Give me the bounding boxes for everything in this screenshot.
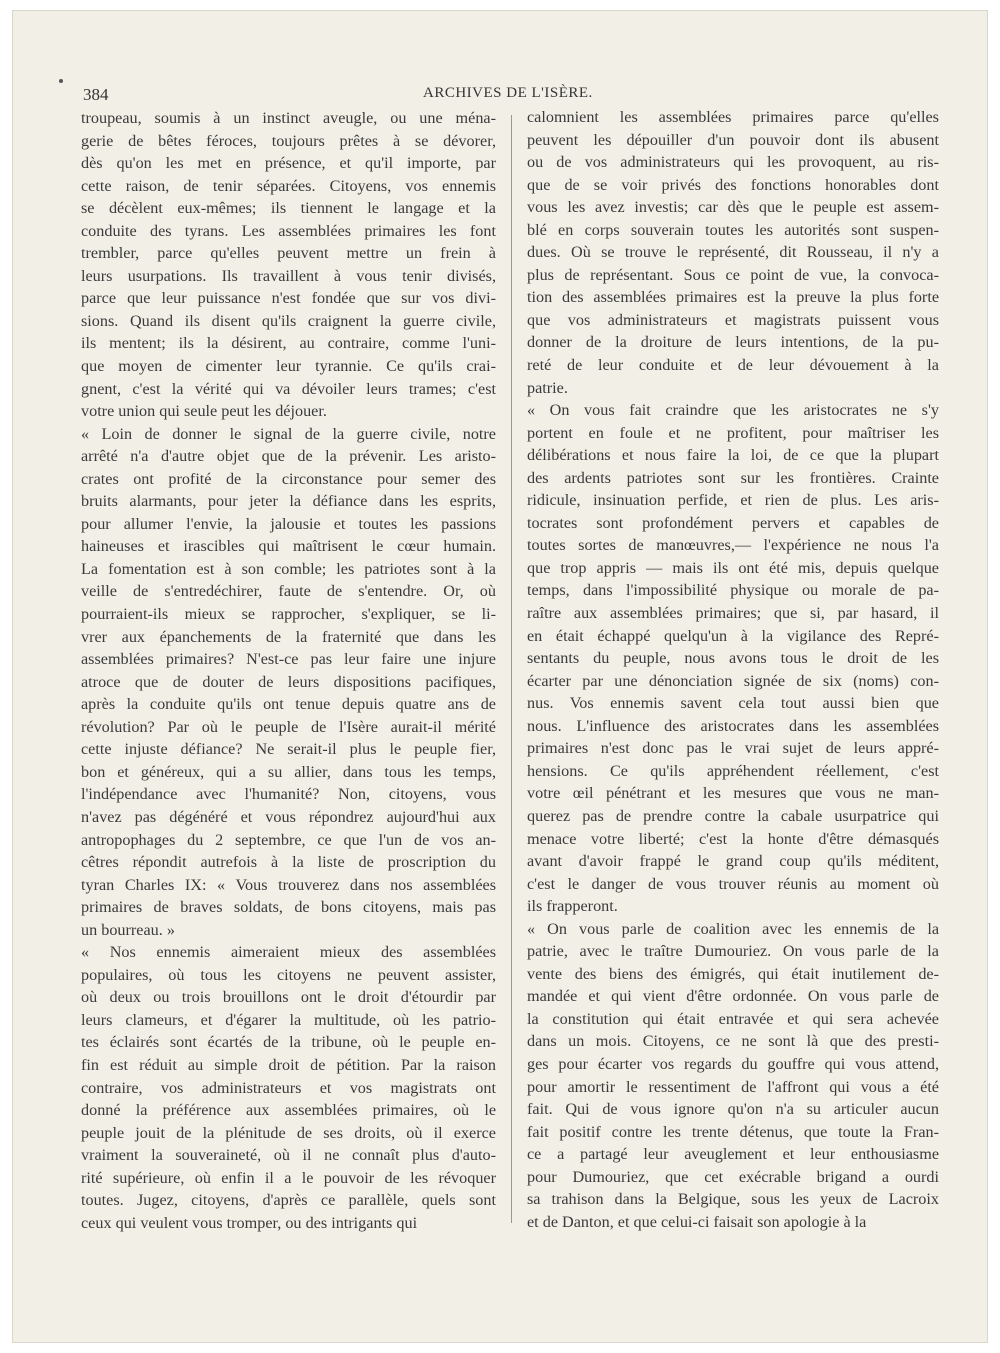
text-line: La fomentation est à son comble; les patriotes sont à la <box>81 559 496 578</box>
text-line: plus de représentant. Sous ce point de vue, la convoca- <box>527 265 939 284</box>
text-line: portent en foule et ne profitent, pour maîtriser les <box>527 423 939 442</box>
text-line: « On vous fait craindre que les aristocrates ne s'y <box>527 401 939 420</box>
text-line: peuvent les dépouiller d'un pouvoir dont ils abusent <box>527 130 939 149</box>
text-line: primaires de braves soldats, de bons citoyens, mais pas <box>81 898 496 917</box>
text-line: écarter par une dénonciation signée de six (noms) con- <box>527 671 939 690</box>
text-line: tyran Charles IX: « Vous trouverez dans nos assemblées <box>81 875 496 894</box>
text-line: l'indépendance avec l'humanité? Non, citoyens, vous <box>81 785 496 804</box>
text-line: troupeau, soumis à un instinct aveugle, ou une ména- <box>81 109 496 127</box>
text-line: patrie. <box>527 378 568 397</box>
text-line: révolution? Par où le peuple de l'Isère aurait-il mérité <box>81 717 496 736</box>
text-line: des ardents patriotes sont sur les frontières. Crainte <box>527 468 939 487</box>
text-line: peuple jouit de la plénitude de ses droits, où il exerce <box>81 1123 496 1142</box>
text-line: gnent, c'est la vérité qui va dévoiler leurs trames; c'est <box>81 379 496 398</box>
text-line: sa trahison dans la Belgique, sous les yeux de Lacroix <box>527 1190 939 1209</box>
text-line: ou de vos administrateurs qui les provoquent, au ris- <box>527 153 939 172</box>
text-line: haineuses et irascibles qui maîtrisent le cœur humain. <box>81 537 496 556</box>
text-line: temps, dans l'impossibilité physique ou morale de pa- <box>527 581 939 600</box>
text-line: crates ont profité de la circonstance pour semer des <box>81 469 496 488</box>
text-line: c'est le danger de vous trouver réunis au moment où <box>527 874 939 893</box>
text-line: ceux qui veulent vous tromper, ou des intrigants qui <box>81 1213 418 1232</box>
text-line: après la conduite qu'ils ont tenue depuis quatre ans de <box>81 695 496 714</box>
text-line: leurs usurpations. Ils travaillent à vous tenir divisés, <box>81 266 496 285</box>
text-line: « Nos ennemis aimeraient mieux des assemblées <box>81 943 496 962</box>
text-line: que vos administrateurs et magistrats puissent vous <box>527 310 939 329</box>
text-line: arrêté n'a d'autre objet que de la prévenir. Les aristo- <box>81 447 496 466</box>
text-line: cette raison, de tenir séparées. Citoyens, vos ennemis <box>81 176 496 195</box>
text-line: ridicule, insinuation perfide, et rien de plus. Les aris- <box>527 491 939 510</box>
text-line: menace votre liberté; c'est la honte d'être démasqués <box>527 829 939 848</box>
text-line: vraiment la souveraineté, où il ne connaît plus d'auto- <box>81 1146 496 1165</box>
text-line: nus. Vos ennemis savent cela tout aussi bien que <box>527 694 939 713</box>
text-line: donné la préférence aux assemblées primaires, où le <box>81 1101 496 1120</box>
text-line: délibérations et nous faire la loi, de ce que la plupart <box>527 446 939 465</box>
text-line: bon et généreux, qui a su allier, dans tous les temps, <box>81 762 496 781</box>
text-line: vente des biens des émigrés, qui était inutilement de- <box>527 964 939 983</box>
text-line: vrer aux épanchements de la fraternité que dans les <box>81 627 496 646</box>
text-line: et de Danton, et que celui-ci faisait son apologie à la <box>527 1212 867 1231</box>
text-line: cette injuste défiance? Ne serait-il plus le peuple fier, <box>81 740 496 759</box>
text-line: fait positif contre les trente détenus, que toute la Fran- <box>527 1122 939 1141</box>
text-line: votre œil pénétrant et les mesures que vous ne man- <box>527 784 939 803</box>
text-line: calomnient les assemblées primaires parce qu'elles <box>527 108 939 126</box>
text-line: que trop appris — mais ils ont été mis, depuis quelque <box>527 558 939 577</box>
text-line: fait. Qui de vous ignore qu'on n'a su articuler aucun <box>527 1100 939 1119</box>
text-line: dès qu'on les met en présence, et qu'il importe, par <box>81 154 496 173</box>
text-line: donner de la droiture de leurs intentions, de la pu- <box>527 333 939 352</box>
text-line: vous les avez investis; car dès que le peuple est assem- <box>527 198 939 217</box>
column-divider <box>511 115 512 1223</box>
text-line: pour amortir le ressentiment de l'affront qui vous a été <box>527 1077 939 1096</box>
page <box>12 10 988 1343</box>
text-line: atroce que de douter de leurs dispositions pacifiques, <box>81 672 496 691</box>
text-line: hensions. Ce qu'ils appréhendent réellement, c'est <box>527 761 939 780</box>
text-line: gerie de bêtes féroces, toujours prêtes à se dévorer, <box>81 131 496 150</box>
left-column <box>81 107 496 1234</box>
text-line: pour Dumouriez, que cet exécrable brigand a ourdi <box>527 1167 939 1186</box>
text-line: se décèlent eux-mêmes; ils tiennent le langage et la <box>81 199 496 218</box>
text-line: reté de leur conduite et de leur dévouement à la <box>527 356 939 375</box>
text-line: pourraient-ils mieux se rapprocher, s'expliquer, se li- <box>81 605 496 624</box>
running-title: ARCHIVES DE L'ISÈRE. <box>423 85 593 101</box>
text-line: cêtres répondit autrefois à la liste de proscription du <box>81 853 496 872</box>
text-line: bruits alarmants, pour jeter la défiance dans les esprits, <box>81 492 496 511</box>
text-line: n'avez pas dégénéré et vous répondrez aujourd'hui aux <box>81 807 496 826</box>
ink-dot <box>59 79 63 83</box>
text-line: antropophages du 2 septembre, ce que l'un de vos an- <box>81 830 496 849</box>
text-line: que moyen de cimenter leur tyrannie. Ce qu'ils crai- <box>81 357 496 376</box>
text-line: mandée et qui vient d'être ordonnée. On vous parle de <box>527 987 939 1006</box>
text-line: trembler, parce qu'elles peuvent mettre un frein à <box>81 244 496 263</box>
page-number: 384 <box>83 85 109 104</box>
text-line: dans un mois. Citoyens, ce ne sont là que des presti- <box>527 1032 939 1051</box>
text-line: primaires n'est donc pas le vrai sujet de leurs appré- <box>527 739 939 758</box>
text-line: que de se voir privés des fonctions honorables dont <box>527 175 939 194</box>
text-line: ges pour écarter vos regards du gouffre qui vous attend, <box>527 1054 939 1073</box>
text-line: « Loin de donner le signal de la guerre civile, notre <box>81 424 496 443</box>
text-line: querez pas de prendre contre la cabale usurpatrice qui <box>527 806 939 825</box>
text-line: tes éclairés sont écartés de la tribune, où le peuple en- <box>81 1033 496 1052</box>
text-line: sions. Quand ils disent qu'ils craignent la guerre civile, <box>81 311 496 330</box>
text-line: raître aux assemblées primaires; que si, par hasard, il <box>527 604 939 623</box>
text-line: la constitution qui était entravée et qui sera achevée <box>527 1009 939 1028</box>
text-line: fin est réduit au simple droit de pétition. Par la raison <box>81 1055 496 1074</box>
text-line: toutes sortes de manœuvres,— l'expérience ne nous l'a <box>527 536 939 555</box>
text-line: veille de s'entredéchirer, faute de s'entendre. Or, où <box>81 582 496 601</box>
text-line: ce a partagé leur aveuglement et leur enthousiasme <box>527 1145 939 1164</box>
right-column <box>527 106 939 1233</box>
text-line: pour allumer l'envie, la jalousie et toutes les passions <box>81 514 496 533</box>
text-line: rité supérieure, où enfin il a le pouvoir de les révoquer <box>81 1168 496 1187</box>
text-line: tion des assemblées primaires est la preuve la plus forte <box>527 288 939 307</box>
text-line: patrie, avec le traître Dumouriez. On vous parle de la <box>527 942 939 961</box>
text-line: ils frapperont. <box>527 897 618 916</box>
text-line: ils mentent; ils la désirent, au contraire, comme l'uni- <box>81 334 496 353</box>
text-line: blé en corps souverain toutes les autorités sont suspen- <box>527 220 939 239</box>
text-line: sentants du peuple, nous avons tous le droit de les <box>527 649 939 668</box>
text-line: leurs clameurs, et d'égarer la multitude, où les patrio- <box>81 1010 496 1029</box>
text-line: avant d'avoir frappé le grand coup qu'ils méditent, <box>527 852 939 871</box>
text-line: votre union qui seule peut les déjouer. <box>81 402 327 421</box>
text-line: en était échappé quelqu'un à la vigilance des Repré- <box>527 626 939 645</box>
text-line: « On vous parle de coalition avec les ennemis de la <box>527 919 939 938</box>
text-line: toutes. Jugez, citoyens, d'après ce parallèle, quels sont <box>81 1191 496 1210</box>
text-line: parce que leur puissance n'est fondée que sur vos divi- <box>81 289 496 308</box>
text-line: populaires, où tous les citoyens ne peuvent assister, <box>81 965 496 984</box>
text-line: assemblées primaires? N'est-ce pas leur faire une injure <box>81 650 496 669</box>
text-line: tocrates sont profondément pervers et capables de <box>527 513 939 532</box>
text-line: contraire, vos administrateurs et vos magistrats ont <box>81 1078 496 1097</box>
text-line: nous. L'influence des aristocrates dans les assemblées <box>527 716 939 735</box>
text-line: un bourreau. » <box>81 920 175 939</box>
text-line: dues. Où se trouve le représenté, dit Rousseau, il n'y a <box>527 243 939 262</box>
text-line: où deux ou trois brouillons ont le droit d'étourdir par <box>81 988 496 1007</box>
text-line: conduite des tyrans. Les assemblées primaires les font <box>81 221 496 240</box>
